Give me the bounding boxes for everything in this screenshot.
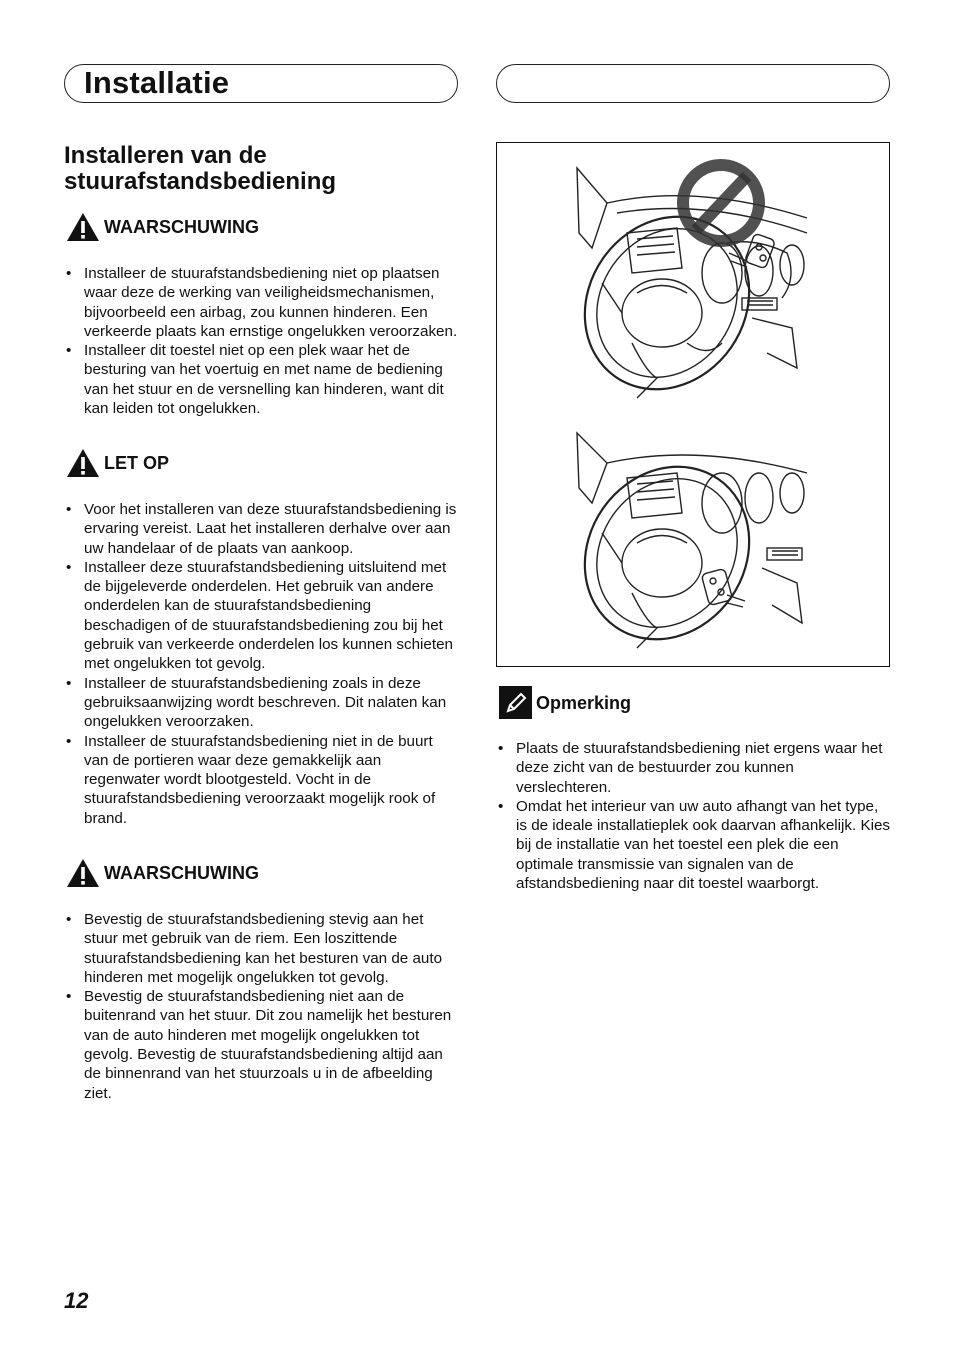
chapter-title-frame-right	[496, 64, 890, 103]
warning-triangle-icon	[66, 212, 100, 242]
steering-wheel-figure	[496, 142, 890, 667]
section-title: Installeren van de stuurafstandsbediening	[64, 142, 337, 195]
caution-heading	[66, 448, 169, 478]
list-item: • Installeer de stuurafstandsbediening zoals in deze gebruiksaanwijzing wordt beschreven. Dit nalaten kan ongelukken veroorzaken.	[65, 674, 460, 732]
note-list	[497, 739, 892, 893]
list-item: • Installeer de stuurafstandsbediening niet in de buurt van de portieren waar deze gemakkelijk aan regenwater wordt blootgesteld. Vocht in de stuurafstandsbediening veroorzaakt mogelijk rook of brand.	[65, 732, 460, 828]
warning-label: WAARSCHUWING	[104, 217, 259, 237]
page-number: 12	[64, 1288, 89, 1313]
pencil-note-icon	[499, 686, 532, 719]
note-label: Opmerking	[536, 692, 632, 713]
list-item: • Installeer dit toestel niet op een plek waar het de besturing van het voertuig en met name de bediening van het stuur en de versnelling kan hinderen, want dit kan leiden tot ongelukken.	[65, 341, 460, 418]
list-item: • Bevestig de stuurafstandsbediening niet aan de buitenrand van het stuur. Dit zou namelijk het besturen van de auto hinderen met mogelijk ongelukken tot gevolg. Bevestig de stuurafstandsbediening altijd aan de binnenrand van het stuurzoals u in de afbeelding ziet.	[65, 987, 460, 1103]
list-item: • Bevestig de stuurafstandsbediening stevig aan het stuur met gebruik van de riem. Een loszittende stuurafstandsbediening kan het besturen van de auto hinderen met mogelijk ongelukken tot gevolg.	[65, 910, 460, 987]
warning-triangle-icon	[66, 448, 100, 478]
note-heading	[499, 686, 631, 719]
warning-label: WAARSCHUWING	[104, 863, 259, 883]
list-item: • Installeer deze stuurafstandsbediening uitsluitend met de bijgeleverde onderdelen. Het gebruik van andere onderdelen kan de stuurafstandsbediening beschadigen of de stuurafstandsbediening zou bij het gebruik van verkeerde onderdelen los kunnen schieten met ongelukken tot gevolg.	[65, 558, 460, 674]
warning-heading-1	[66, 212, 259, 242]
caution-label: LET OP	[104, 453, 170, 473]
list-item: • Voor het installeren van deze stuurafstandsbediening is ervaring vereist. Laat het installeren derhalve over aan uw handelaar of de plaats van aankoop.	[65, 500, 460, 558]
warning-list-1	[65, 264, 460, 418]
steering-wheel-illustration-incorrect	[551, 168, 807, 665]
warning-heading-2	[66, 858, 259, 888]
warning-list-2	[65, 910, 460, 1103]
chapter-title: Installatie	[84, 65, 230, 100]
caution-list	[65, 500, 460, 828]
warning-triangle-icon	[66, 858, 100, 888]
list-item: • Plaats de stuurafstandsbediening niet ergens waar het deze zicht van de bestuurder zou kunnen verslechteren.	[497, 739, 892, 797]
list-item: • Installeer de stuurafstandsbediening niet op plaatsen waar deze de werking van veiligheidsmechanismen, bijvoorbeeld een airbag, zou kunnen hinderen. Een verkeerde plaats kan ernstige ongelukken veroorzaken.	[65, 264, 460, 341]
list-item: • Omdat het interieur van uw auto afhangt van het type, is de ideale installatieplek ook daarvan afhankelijk. Kies bij de installatie van het toestel een plek die een optimale transmissie van signalen van de afstandsbediening naar dit toestel waarborgt.	[497, 797, 892, 893]
